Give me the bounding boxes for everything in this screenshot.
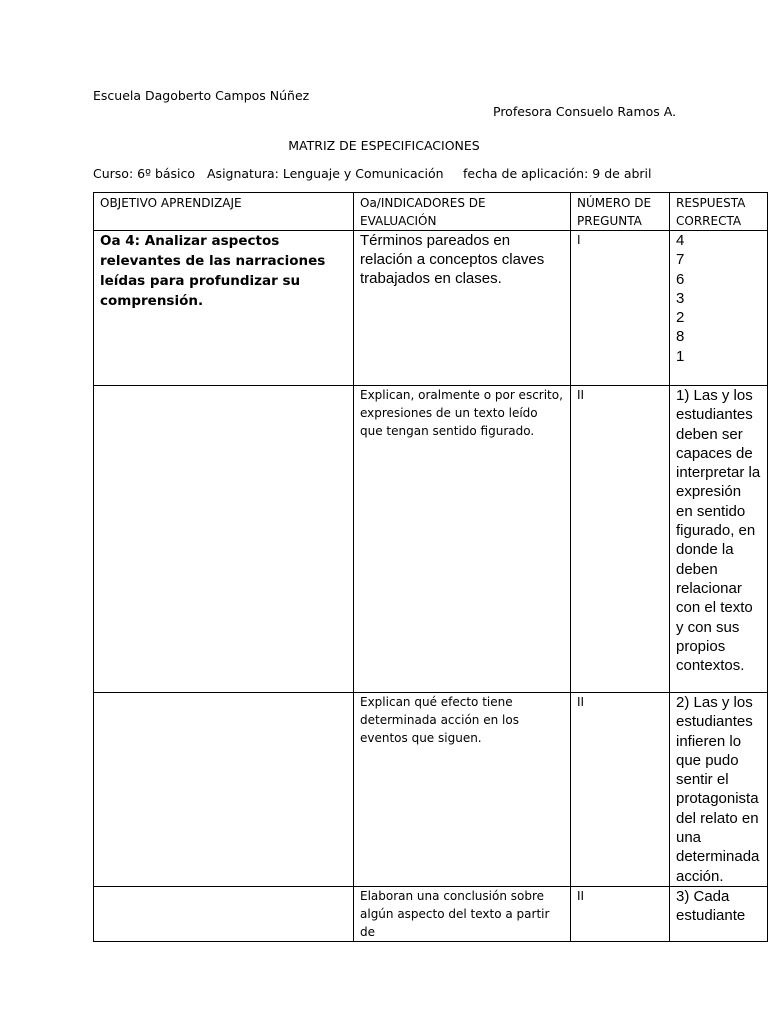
answer-item: 1 [676,347,685,365]
indicator-cell: Elaboran una conclusión sobre algún aspecto del texto a partir de [354,886,571,941]
header-answer: RESPUESTA CORRECTA [670,193,768,231]
objective-cell [94,386,354,693]
header-indicators: Oa/INDICADORES DE EVALUACIÓN [354,193,571,231]
table-row [94,231,768,386]
answer-item: 8 [676,328,685,346]
objective-cell [94,693,354,887]
table-header-row [94,193,768,231]
answer-item: 4 [676,232,685,249]
table-row [94,386,768,693]
answer-cell: 2) Las y los estudiantes infieren lo que pudo sentir el protagonista del relato en una determinada acción. [670,693,768,887]
teacher-name: Profesora Consuelo Ramos A. [493,104,677,119]
course-label: Curso: 6º básico [93,166,196,181]
question-number-cell: II [571,886,670,941]
answer-cell [670,231,768,386]
answer-cell: 3) Cada estudiante [670,886,768,941]
document-title-text: MATRIZ DE ESPECIFICACIONES [288,138,480,153]
header-question-number: NÚMERO DE PREGUNTA [571,193,670,231]
specification-matrix [93,192,768,942]
document-title [0,138,768,153]
objective-cell: Oa 4: Analizar aspectos relevantes de las narraciones leídas para profundizar su comprensión. [94,231,354,386]
question-number-cell: I [571,231,670,386]
subject-label: Asignatura: Lenguaje y Comunicación [207,166,444,181]
answer-item: 3 [676,289,685,307]
answer-cell: 1) Las y los estudiantes deben ser capaces de interpretar la expresión en sentido figurado, en donde la deben relacionar con el texto y con sus propios contextos. [670,386,768,693]
indicator-cell: Explican, oralmente o por escrito, expresiones de un texto leído que tengan sentido figurado. [354,386,571,693]
answer-item: 6 [676,270,685,288]
objective-cell [94,886,354,941]
school-name: Escuela Dagoberto Campos Núñez [93,88,310,103]
answer-item: 7 [676,251,685,269]
table-row [94,886,768,941]
question-number-cell: II [571,693,670,887]
question-number-cell: II [571,386,670,693]
indicator-cell: Términos pareados en relación a conceptos claves trabajados en clases. [354,231,571,386]
table-row [94,693,768,887]
indicator-cell: Explican qué efecto tiene determinada acción en los eventos que siguen. [354,693,571,887]
date-label: fecha de aplicación: 9 de abril [463,166,652,181]
header-objective: OBJETIVO APRENDIZAJE [94,193,354,231]
answer-item: 2 [676,309,685,327]
